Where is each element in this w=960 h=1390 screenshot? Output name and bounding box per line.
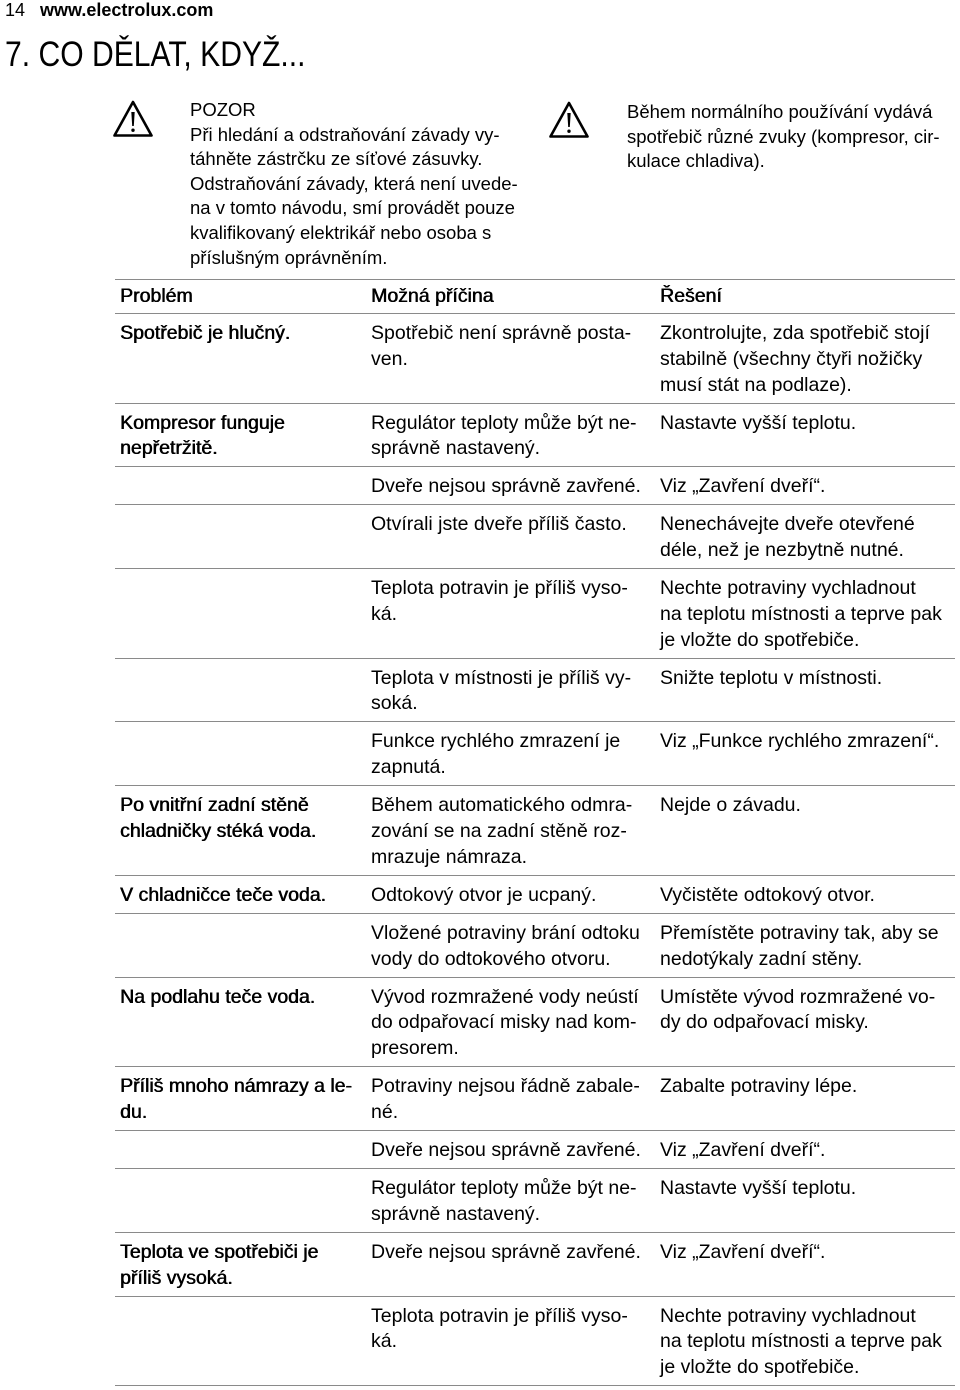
- cause-line: né.: [371, 1100, 399, 1123]
- table-row: [115, 876, 955, 914]
- solution-cell: [655, 921, 955, 973]
- problem-cell: [115, 512, 366, 564]
- cause-line: zapnutá.: [371, 756, 446, 779]
- solution-line: Nastavte vyšší teplotu.: [660, 1176, 857, 1199]
- cause-line: Spotřebič není správně posta-: [371, 321, 632, 344]
- cause-cell: [366, 411, 655, 463]
- solution-line: Nastavte vyšší teplotu.: [660, 411, 857, 434]
- solution-cell: [655, 793, 955, 870]
- cause-line: zování se na zadní stěně roz-: [371, 820, 627, 843]
- cause-line: Otvírali jste dveře příliš často.: [371, 513, 627, 536]
- cause-line: Teplota v místnosti je příliš vy-: [371, 666, 632, 689]
- table-header-row: [115, 279, 955, 314]
- problem-cell: [115, 321, 366, 398]
- solution-cell: [655, 985, 955, 1062]
- problem-cell: [115, 576, 366, 653]
- cause-cell: [366, 321, 655, 398]
- solution-cell: [655, 474, 955, 500]
- problem-line: chladničky stéká voda.: [120, 820, 317, 843]
- problem-line: Spotřebič je hlučný.: [120, 321, 291, 344]
- cause-line: do odpařovací misky nad kom-: [371, 1011, 637, 1034]
- column-header-cause: Možná příčina: [371, 285, 494, 307]
- solution-line: Viz „Zavření dveří“.: [660, 1240, 826, 1263]
- column-header-solution: Řešení: [660, 285, 722, 307]
- cause-cell: [366, 883, 655, 909]
- problem-cell: [115, 793, 366, 870]
- table-row: [115, 1233, 955, 1297]
- cause-line: Funkce rychlého zmrazení je: [371, 730, 621, 753]
- cause-cell: [366, 666, 655, 718]
- page-number: 14: [5, 0, 26, 20]
- section-title: 7. CO DĚLAT, KDYŽ...: [5, 35, 306, 74]
- troubleshooting-table: [115, 279, 955, 1386]
- problem-cell: [115, 411, 366, 463]
- table-row: [115, 1297, 955, 1387]
- solution-cell: [655, 1240, 955, 1292]
- problem-cell: [115, 985, 366, 1062]
- cause-line: Vývod rozmražené vody neústí: [371, 985, 639, 1008]
- warning-noise-note-text: [627, 100, 940, 174]
- solution-cell: [655, 883, 955, 909]
- problem-cell: [115, 1176, 366, 1228]
- solution-cell: [655, 666, 955, 718]
- solution-line: musí stát na podlaze).: [660, 373, 852, 396]
- cause-line: presorem.: [371, 1037, 459, 1060]
- solution-line: nedotýkaly zadní stěny.: [660, 947, 863, 970]
- table-row: [115, 978, 955, 1068]
- table-row: [115, 1067, 955, 1131]
- solution-line: Viz „Zavření dveří“.: [660, 1138, 826, 1161]
- cause-cell: [366, 1304, 655, 1381]
- warning-line: kvalifikovaný elektrikář nebo osoba s: [190, 221, 492, 243]
- problem-cell: [115, 1074, 366, 1126]
- solution-line: Nejde o závadu.: [660, 794, 801, 817]
- solution-cell: [655, 512, 955, 564]
- cause-cell: [366, 512, 655, 564]
- solution-line: je vložte do spotřebiče.: [660, 1356, 860, 1379]
- cause-line: Dveře nejsou správně zavřené.: [371, 1138, 641, 1161]
- website-url: www.electrolux.com: [40, 0, 214, 20]
- warning-line: Během normálního používání vydává: [627, 101, 933, 122]
- cause-line: Teplota potravin je příliš vyso-: [371, 1304, 628, 1327]
- problem-cell: [115, 1240, 366, 1292]
- problem-cell: [115, 666, 366, 718]
- cause-cell: [366, 1176, 655, 1228]
- warning-triangle-icon: [112, 99, 154, 139]
- solution-line: Nenechávejte dveře otevřené: [660, 513, 915, 536]
- warning-line: příslušným oprávněním.: [190, 246, 388, 268]
- table-row: [115, 786, 955, 876]
- cause-cell: [366, 474, 655, 500]
- solution-line: dy do odpařovací misky.: [660, 1011, 869, 1034]
- warning-caution-text: [190, 98, 518, 270]
- solution-cell: [655, 1138, 955, 1164]
- cause-line: Během automatického odmra-: [371, 794, 633, 817]
- problem-cell: [115, 1138, 366, 1164]
- warning-line: kulace chladiva).: [627, 150, 765, 172]
- problem-line: nepřetržitě.: [120, 437, 218, 460]
- cause-line: Dveře nejsou správně zavřené.: [371, 1240, 641, 1263]
- table-row: [115, 505, 955, 569]
- problem-cell: [115, 729, 366, 781]
- solution-line: Nechte potraviny vychladnout: [660, 577, 916, 600]
- solution-line: Umístěte vývod rozmražené vo-: [660, 985, 936, 1008]
- solution-cell: [655, 1304, 955, 1381]
- solution-line: Viz „Zavření dveří“.: [660, 475, 826, 498]
- warning-line: táhněte zástrčku ze síťové zásuvky.: [190, 148, 483, 170]
- solution-line: Přemístěte potraviny tak, aby se: [660, 921, 939, 944]
- cause-line: Teplota potravin je příliš vyso-: [371, 577, 628, 600]
- cause-line: ven.: [371, 347, 408, 370]
- cause-cell: [366, 1138, 655, 1164]
- solution-cell: [655, 1074, 955, 1126]
- solution-cell: [655, 321, 955, 398]
- cause-line: správně nastavený.: [371, 437, 541, 460]
- cause-cell: [366, 985, 655, 1062]
- solution-cell: [655, 1176, 955, 1228]
- problem-cell: [115, 921, 366, 973]
- cause-line: správně nastavený.: [371, 1202, 541, 1225]
- cause-line: soká.: [371, 692, 418, 715]
- cause-line: Vložené potraviny brání odtoku: [371, 921, 640, 944]
- problem-cell: [115, 883, 366, 909]
- table-row: [115, 659, 955, 723]
- column-header-problem: Problém: [120, 285, 193, 307]
- warning-line: Odstraňování závady, která není uvede-: [190, 172, 518, 194]
- cause-line: vody do odtokového otvoru.: [371, 947, 611, 970]
- solution-line: Zabalte potraviny lépe.: [660, 1075, 858, 1098]
- solution-line: je vložte do spotřebiče.: [660, 628, 860, 651]
- cause-line: mrazuje námraza.: [371, 845, 528, 868]
- solution-line: déle, než je nezbytně nutné.: [660, 539, 904, 562]
- cause-cell: [366, 921, 655, 973]
- table-row: [115, 404, 955, 468]
- solution-line: Snižte teplotu v místnosti.: [660, 666, 883, 689]
- problem-line: Kompresor funguje: [120, 411, 285, 434]
- solution-cell: [655, 576, 955, 653]
- solution-cell: [655, 729, 955, 781]
- problem-cell: [115, 1304, 366, 1381]
- warning-triangle-icon: [548, 100, 590, 140]
- cause-line: Regulátor teploty může být ne-: [371, 411, 637, 434]
- warning-heading: POZOR: [190, 99, 256, 120]
- warning-line: spotřebič různé zvuky (kompresor, cir-: [627, 125, 940, 147]
- page-header: [5, 0, 213, 20]
- table-row: [115, 569, 955, 659]
- problem-line: du.: [120, 1100, 148, 1123]
- problem-cell: [115, 474, 366, 500]
- cause-line: Odtokový otvor je ucpaný.: [371, 883, 597, 906]
- cause-cell: [366, 1240, 655, 1292]
- cause-line: ká.: [371, 1330, 398, 1353]
- problem-line: V chladničce teče voda.: [120, 883, 326, 906]
- problem-line: Teplota ve spotřebiči je: [120, 1240, 319, 1263]
- cause-cell: [366, 576, 655, 653]
- warning-line: Při hledání a odstraňování závady vy-: [190, 123, 500, 145]
- cause-line: Dveře nejsou správně zavřené.: [371, 475, 641, 498]
- cause-cell: [366, 793, 655, 870]
- problem-line: příliš vysoká.: [120, 1266, 233, 1289]
- problem-line: Po vnitřní zadní stěně: [120, 794, 309, 817]
- cause-line: ká.: [371, 602, 398, 625]
- table-row: [115, 914, 955, 978]
- table-row: [115, 314, 955, 404]
- table-row: [115, 722, 955, 786]
- solution-cell: [655, 411, 955, 463]
- solution-line: stabilně (všechny čtyři nožičky: [660, 347, 923, 370]
- solution-line: Zkontrolujte, zda spotřebič stojí: [660, 321, 930, 344]
- table-row: [115, 1169, 955, 1233]
- solution-line: Nechte potraviny vychladnout: [660, 1304, 916, 1327]
- solution-line: Vyčistěte odtokový otvor.: [660, 883, 875, 906]
- solution-line: na teplotu místnosti a teprve pak: [660, 1330, 942, 1353]
- warning-line: na v tomto návodu, smí provádět pouze: [190, 197, 515, 219]
- table-row: [115, 1131, 955, 1169]
- problem-line: Na podlahu teče voda.: [120, 985, 316, 1008]
- solution-line: na teplotu místnosti a teprve pak: [660, 602, 942, 625]
- cause-cell: [366, 729, 655, 781]
- table-row: [115, 467, 955, 505]
- cause-line: Regulátor teploty může být ne-: [371, 1176, 637, 1199]
- cause-cell: [366, 1074, 655, 1126]
- cause-line: Potraviny nejsou řádně zabale-: [371, 1075, 640, 1098]
- solution-line: Viz „Funkce rychlého zmrazení“.: [660, 730, 940, 753]
- problem-line: Příliš mnoho námrazy a le-: [120, 1075, 352, 1098]
